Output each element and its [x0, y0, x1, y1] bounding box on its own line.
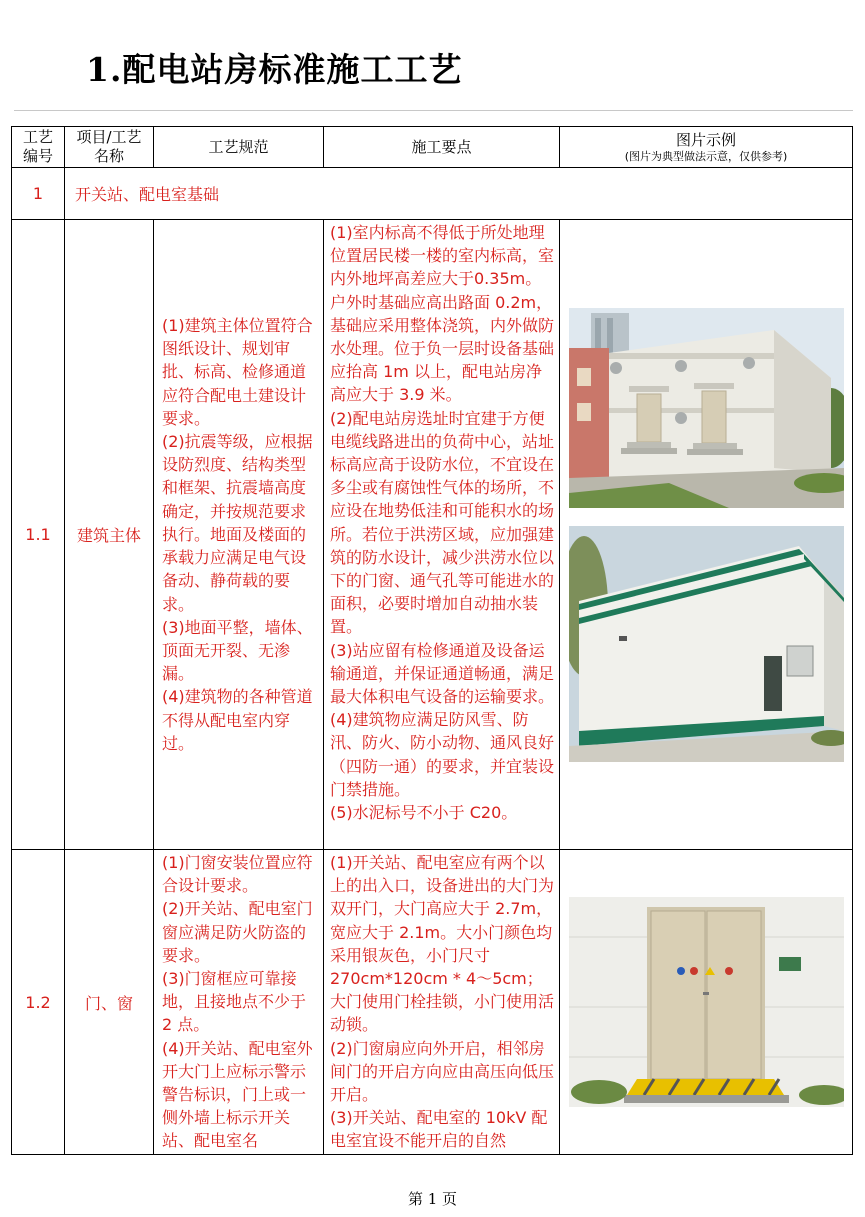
- row-images: [560, 850, 853, 1155]
- row-images: [560, 220, 853, 850]
- row-code: 1.1: [12, 220, 65, 850]
- section-code: 1: [12, 168, 65, 220]
- row-name: 门、窗: [65, 850, 154, 1155]
- table-row: [12, 850, 853, 1155]
- section-name: 开关站、配电室基础: [65, 168, 853, 220]
- header-row: [12, 127, 853, 168]
- header-images: [560, 127, 853, 168]
- row-spec: (1)建筑主体位置符合图纸设计、规划审批、标高、检修通道应符合配电土建设计要求。 (2)抗震等级，应根据设防烈度、结构类型和框架、抗震墙高度确定，并按规范要求执行。地面及楼面的承载力应满足电气设备动、静荷载的要求。 (3)地面平整，墙体、顶面无开裂、无渗漏。 (4)建筑物的各种管道不得从配电室内穿过。: [154, 220, 324, 850]
- process-table: [11, 126, 853, 1155]
- title-divider: [14, 110, 853, 111]
- row-points: (1)室内标高不得低于所处地理位置居民楼一楼的室内标高，室内外地坪高差应大于0.35m。户外时基础应高出路面 0.2m，基础应采用整体浇筑，内外做防水处理。位于负一层时设备基础应抬高 1m 以上，配电站房净高应大于 3.9 米。 (2)配电站房选址时宜建于方便电缆线路进出的负荷中心，站址标高应高于设防水位，不宜设在多尘或有腐蚀性气体的场所，不应设在地势低洼和可能积水的场所。若位于洪涝区域，应加强建筑的防水设计，减少洪涝水位以下的门窗、通气孔等可能进水的面积，必要时增加自动抽水装置。 (3)站应留有检修通道及设备运输通道，并保证通道畅通，满足最大体积电气设备的运输要求。 (4)建筑物应满足防风雪、防汛、防火、防小动物、通风良好（四防一通）的要求，并宜装设门禁措施。 (5)水泥标号不小于 C20。: [324, 220, 560, 850]
- header-code: 工艺编号: [12, 127, 65, 168]
- header-spec: 工艺规范: [154, 127, 324, 168]
- page-footer: 第 1 页: [407, 1190, 458, 1208]
- header-name: 项目/工艺名称: [65, 127, 154, 168]
- header-images-note: (图片为典型做法示意，仅供参考): [624, 149, 788, 163]
- header-points: 施工要点: [324, 127, 560, 168]
- section-row: [12, 168, 853, 220]
- photo-double-door: [569, 897, 844, 1107]
- row-points: (1)开关站、配电室应有两个以上的出入口，设备进出的大门为双开门，大门高应大于 2.7m，宽应大于 2.1m。大小门颜色均采用银灰色，小门尺寸 270cm*120cm * 4～5cm；大门使用门栓挂锁，小门使用活动锁。 (2)门窗扇应向外开启，相邻房间门的开启方向应由高压向低压开启。 (3)开关站、配电室的 10kV 配电室宜设不能开启的自然: [324, 850, 560, 1155]
- row-spec: (1)门窗安装位置应符合设计要求。 (2)开关站、配电室门窗应满足防火防盗的要求。 (3)门窗框应可靠接地，且接地点不少于 2 点。 (4)开关站、配电室外开大门上应标示警示警告标识，门上或一侧外墙上标示开关站、配电室名: [154, 850, 324, 1155]
- header-images-label: 图片示例: [675, 130, 736, 149]
- table-row: [12, 220, 853, 850]
- photo-building-2story: [569, 308, 844, 508]
- photo-building-green-stripe: [569, 526, 844, 762]
- row-name: 建筑主体: [65, 220, 154, 850]
- page-title: 1.配电站房标准施工工艺: [86, 50, 463, 89]
- row-code: 1.2: [12, 850, 65, 1155]
